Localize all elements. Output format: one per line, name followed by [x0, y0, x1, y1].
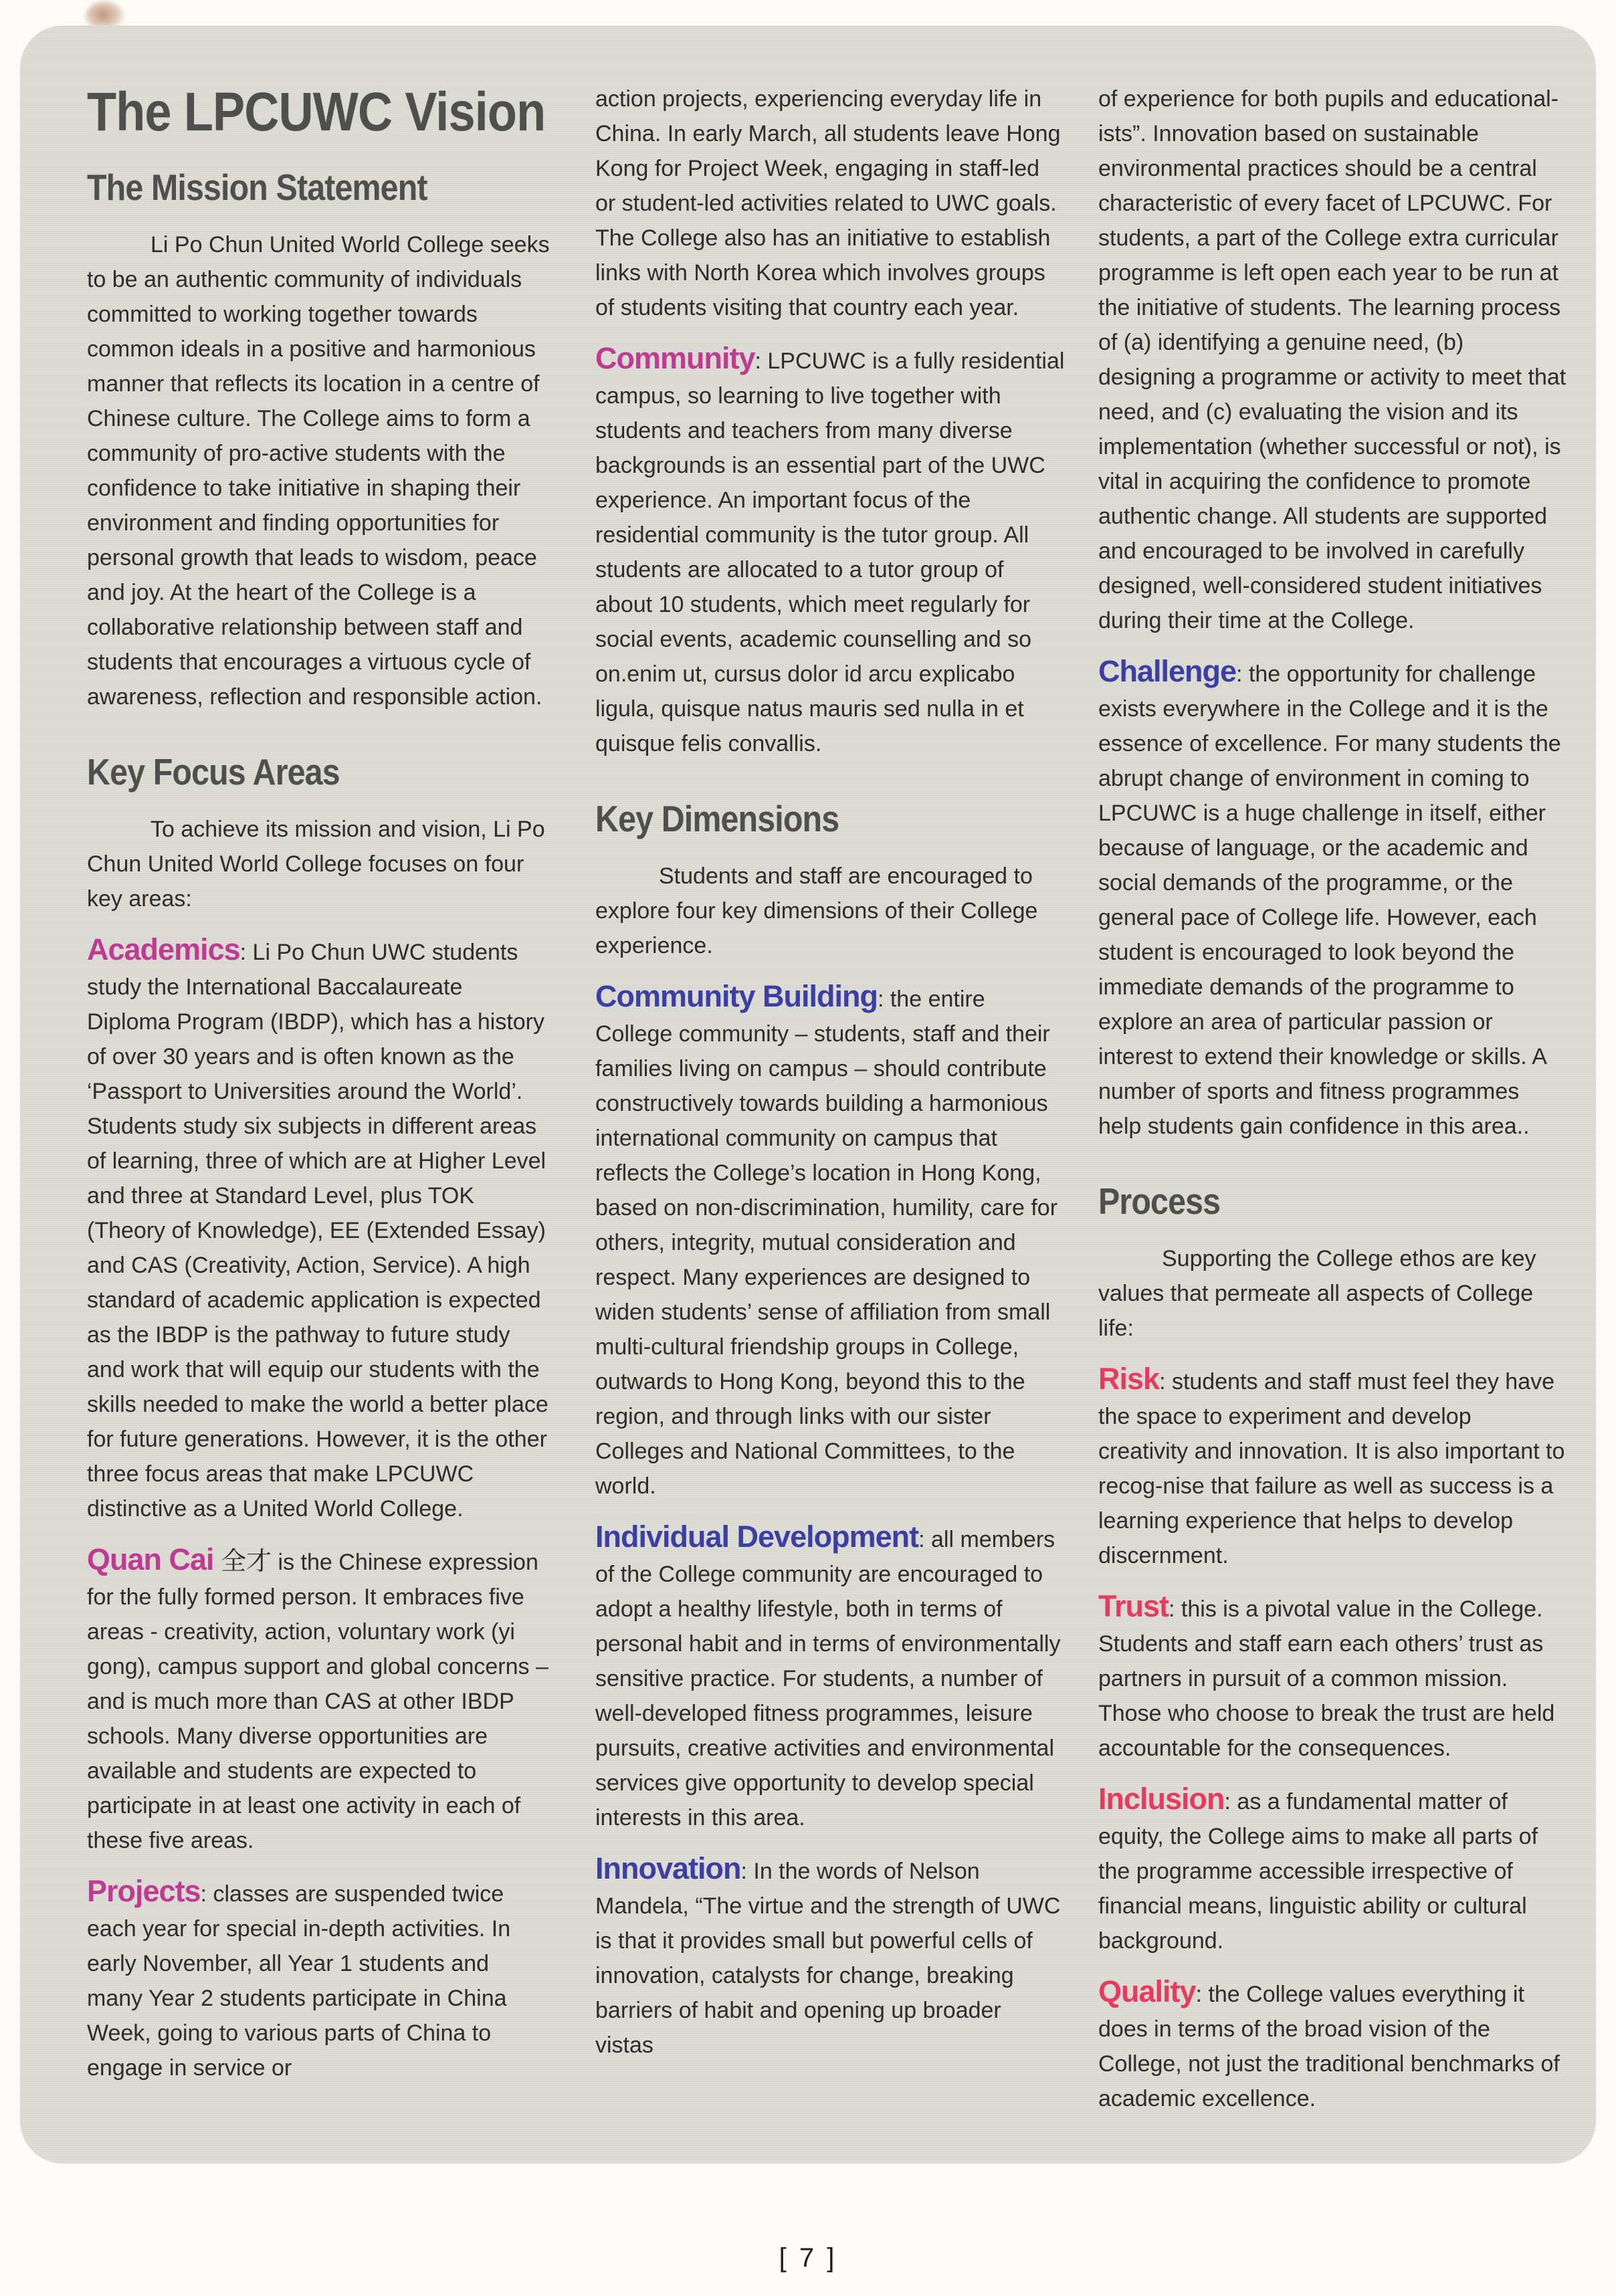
challenge-section — [1098, 654, 1567, 1144]
key-dimensions-intro: Students and staff are encouraged to explore four key dimensions of their College experience. — [595, 863, 1038, 958]
community-body: : LPCUWC is a fully residential campus, so learning to live together with students and teachers from many diverse backgrounds is an essential part of the UWC experience. An important focus of the residential community is the tutor group. All students are allocated to a tutor group of about 10 students, which meet regularly for social events, academic counselling and so on.enim ut, cursus dolor id arcu explicabo ligula, quisque natus mauris sed nulla in et quisque felis convallis. — [595, 348, 1065, 756]
innovation-body: : In the words of Nelson Mandela, “The virtue and the strength of UWC is that it provides small but powerful cells of innovation, catalysts for change, breaking barriers of habit and opening up broader vistas — [595, 1859, 1061, 2058]
projects-continuation-paragraph: action projects, experiencing everyday life in China. In early March, all students leave Hong Kong for Project Week, engaging in staff-led or student-led activities related to UWC goals. The College also has an initiative to establish links with North Korea which involves groups of students visiting that country each year. — [595, 86, 1061, 320]
individual-development-body: : all members of the College community are encouraged to adopt a healthy lifestyle, both in terms of personal habit and in terms of environmentally sensitive practice. For students, a number of well-developed fitness programmes, leisure pursuits, creative activities and environmental services give opportunity to develop special interests in this area. — [595, 1527, 1061, 1831]
individual-development-label: Individual Development — [595, 1520, 919, 1554]
trust-section — [1098, 1589, 1567, 1766]
challenge-label: Challenge — [1098, 654, 1237, 688]
risk-section — [1098, 1362, 1567, 1573]
innovation-continuation-paragraph: of experience for both pupils and educational-ists”. Innovation based on sustainable environmental practices should be a central characteristic of every facet of LPCUWC. For students, a part of the College extra curricular programme is left open each year to be run at the initiative of students. The learning process of (a) identifying a genuine need, (b) designing a programme or activity to meet that need, and (c) evaluating the vision and its implementation (whether successful or not), is vital in acquiring the confidence to promote authentic change. All students are supported and encouraged to be involved in carefully designed, well-considered student initiatives during their time at the College. — [1098, 86, 1567, 633]
quan-cai-label: Quan Cai — [87, 1542, 214, 1576]
quality-section — [1098, 1974, 1567, 2116]
projects-section — [87, 1874, 550, 2085]
community-section — [595, 341, 1065, 761]
process-intro: Supporting the College ethos are key values that permeate all aspects of College life: — [1098, 1246, 1536, 1341]
mission-statement-heading-text: The Mission Statement — [87, 167, 427, 208]
academics-label: Academics — [87, 932, 240, 966]
page-title — [87, 82, 550, 143]
innovation-section — [595, 1851, 1065, 2063]
innovation-label: Innovation — [595, 1851, 741, 1885]
page-sheet — [20, 25, 1596, 2164]
key-dimensions-heading-text: Key Dimensions — [595, 798, 839, 839]
academics-body: : Li Po Chun UWC students study the International Baccalaureate Diploma Program (IBDP), which has a history of over 30 years and is often known as the ‘Passport to Universities around the World’. Students study six subjects in different areas of learning, three of which are at Higher Level and three at Standard Level, plus TOK (Theory of Knowledge), EE (Extended Essay) and CAS (Creativity, Action, Service). A high standard of academic application is expected as the IBDP is the pathway to future study and work that will equip our students with the skills needed to make the world a better place for future generations. However, it is the other three focus areas that make LPCUWC distinctive as a United World College. — [87, 940, 548, 1522]
right-column — [1098, 25, 1567, 2125]
quality-label: Quality — [1098, 1974, 1196, 2008]
trust-body: : this is a pivotal value in the College. Students and staff earn each others’ trust as partners in pursuit of a common mission. Those who choose to break the trust are held accountable for the consequences. — [1098, 1596, 1555, 1761]
community-label: Community — [595, 341, 755, 375]
page-title-text: The LPCUWC Vision — [87, 82, 546, 142]
inclusion-label: Inclusion — [1098, 1782, 1225, 1816]
key-dimensions-heading — [595, 797, 1065, 840]
process-heading — [1098, 1180, 1567, 1223]
process-heading-text: Process — [1098, 1180, 1221, 1222]
inclusion-section — [1098, 1782, 1567, 1958]
quan-cai-chinese-characters: 全才 — [213, 1548, 272, 1576]
mission-statement-heading — [87, 166, 550, 209]
left-column — [87, 25, 550, 2095]
quan-cai-body: is the Chinese expression for the fully formed person. It embraces five areas - creativity, action, voluntary work (yi gong), campus support and global concerns – and is much more than CAS at other IBDP schools. Many diverse opportunities are available and students are expected to participate in at least one activity in each of these five areas. — [87, 1550, 548, 1853]
community-building-section — [595, 979, 1065, 1503]
key-focus-areas-heading — [87, 750, 550, 793]
trust-label: Trust — [1098, 1589, 1169, 1623]
community-building-body: : the entire College community – students, staff and their families living on campus – should contribute constructively towards building a harmonious international community on campus that reflects the College’s location in Hong Kong, based on non-discrimination, humility, care for others, integrity, mutual consideration and respect. Many experiences are designed to widen students’ sense of affiliation from small multi-cultural friendship groups in College, outwards to Hong Kong, beyond this to the region, and through links with our sister Colleges and National Committees, to the world. — [595, 986, 1058, 1499]
projects-label: Projects — [87, 1874, 201, 1908]
inclusion-body: : as a fundamental matter of equity, the College aims to make all parts of the programme accessible irrespective of financial means, linguistic ability or cultural background. — [1098, 1789, 1538, 1954]
academics-section — [87, 932, 550, 1526]
key-focus-areas-heading-text: Key Focus Areas — [87, 751, 340, 793]
middle-column — [595, 25, 1065, 2072]
individual-development-section — [595, 1520, 1065, 1835]
risk-label: Risk — [1098, 1362, 1160, 1396]
projects-body: : classes are suspended twice each year for special in-depth activities. In early November, all Year 1 students and many Year 2 students participate in China Week, going to various parts of China to engage in service or — [87, 1881, 511, 2081]
page-number: [ 7 ] — [779, 2243, 837, 2273]
quan-cai-section — [87, 1542, 550, 1858]
quality-body: : the College values everything it does in terms of the broad vision of the College, not just the traditional benchmarks of academic excellence. — [1098, 1982, 1560, 2111]
challenge-body: : the opportunity for challenge exists everywhere in the College and it is the essence of excellence. For many students the abrupt change of environment in coming to LPCUWC is a huge challenge in itself, either because of language, or the academic and social demands of the programme, or the general pace of College life. However, each student is encouraged to look beyond the immediate demands of the programme to explore an area of particular passion or interest to extend their knowledge or skills. A number of sports and fitness programmes help students gain confidence in this area.. — [1098, 661, 1561, 1139]
key-focus-areas-intro: To achieve its mission and vision, Li Po Chun United World College focuses on four key areas: — [87, 817, 545, 912]
mission-paragraph: Li Po Chun United World College seeks to be an authentic community of individuals committed to working together towards common ideals in a positive and harmonious manner that reflects its location in a centre of Chinese culture. The College aims to form a community of pro-active students with the confidence to take initiative in shaping their environment and finding opportunities for personal growth that leads to wisdom, peace and joy. At the heart of the College is a collaborative relationship between staff and students that encourages a virtuous cycle of awareness, reflection and responsible action. — [87, 232, 550, 710]
risk-body: : students and staff must feel they have the space to experiment and develop creativity and innovation. It is also important to recog-nise that failure as well as success is a learning experience that helps to develop discernment. — [1098, 1369, 1565, 1568]
community-building-label: Community Building — [595, 979, 878, 1013]
